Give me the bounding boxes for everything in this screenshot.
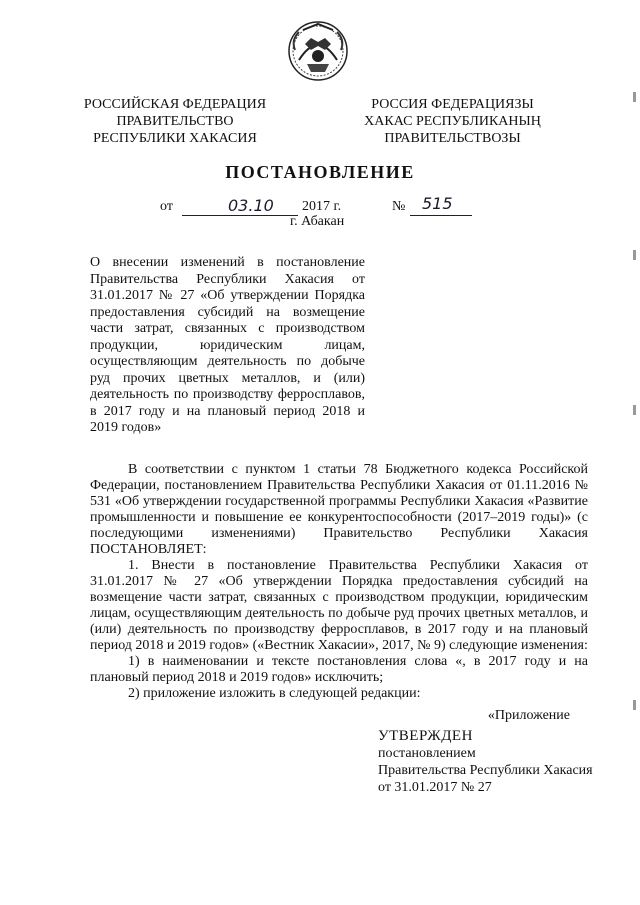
header-left-line-2: ПРАВИТЕЛЬСТВО [116, 114, 234, 129]
date-prefix: от [160, 199, 173, 214]
decree-word: ПОСТАНОВЛЯЕТ: [90, 542, 207, 557]
preamble-paragraph [90, 462, 588, 558]
header-left [70, 96, 280, 147]
number-sign: № [392, 199, 406, 214]
coat-of-arms-emblem [285, 20, 351, 82]
approval-block [378, 728, 593, 796]
document-title: ПОСТАНОВЛЕНИЕ [225, 162, 415, 182]
item-1-paragraph: 1. Внести в постановление Правительства Республики Хакасия от 31.01.2017 № 27 «Об утверждении Порядка предоставления субсидий на возмещение части затрат, связанных с производством продукции, юридическим лицам, осуществляющим деятельность по добыче руд прочих цветных металлов, и (или) деятельность по производству ферросплавов, в 2017 году и на плановый период 2018 и 2019 годов» («Вестник Хакасии», 2017, № 9) следующие изменения: [90, 558, 588, 653]
approval-line-4: от 31.01.2017 № 27 [378, 780, 492, 795]
header-right-line-3: ПРАВИТЕЛЬСТВОЗЫ [384, 131, 521, 146]
scan-edge-mark [633, 700, 636, 710]
header-right [345, 96, 560, 147]
header-right-line-2: ХАКАС РЕСПУБЛИКАНЫҢ [364, 114, 541, 129]
sub-item-2-paragraph: 2) приложение изложить в следующей редакции: [128, 686, 421, 701]
approval-line-2: постановлением [378, 746, 476, 761]
approval-line-1: УТВЕРЖДЕН [378, 728, 473, 744]
header-right-line-1: РОССИЯ ФЕДЕРАЦИЯЗЫ [371, 97, 534, 112]
subject-block: О внесении изменений в постановление Правительства Республики Хакасия от 31.01.2017 № 27 «Об утверждении Порядка предоставления субсидий на возмещение части затрат, связанных с производством продукции, юридическим лицам, осуществляющим деятельность по добыче руд прочих цветных металлов, и (или) деятельность по производству ферросплавов, в 2017 году и на плановый период 2018 и 2019 годов» [90, 255, 365, 435]
sub-item-1-paragraph: 1) в наименовании и тексте постановления слова «, в 2017 году и на плановый период 2018 и 2019 годов» исключить; [90, 654, 588, 685]
appendix-label: «Приложение [487, 708, 570, 723]
year-text: 2017 г. [302, 199, 342, 214]
scan-edge-mark [633, 92, 636, 102]
scan-edge-mark [633, 405, 636, 415]
number-handwritten: 515 [422, 194, 453, 213]
date-underline [182, 215, 298, 216]
preamble-text: В соответствии с пунктом 1 статьи 78 Бюджетного кодекса Российской Федерации, постановлением Правительства Республики Хакасия от 01.11.2016 № 531 «Об утверждении государственной программы Республики Хакасия «Развитие промышленности и повышение ее конкурентоспособности (2017–2019 годы)» (с последующими изменениями) Правительство Республики Хакасия [90, 462, 588, 541]
header-left-line-3: РЕСПУБЛИКИ ХАКАСИЯ [93, 131, 257, 146]
scan-edge-mark [633, 250, 636, 260]
date-handwritten: 03.10 [228, 196, 274, 215]
number-underline [410, 215, 472, 216]
city-name: г. Абакан [290, 214, 345, 229]
body-text [90, 462, 588, 702]
approval-line-3: Правительства Республики Хакасия [378, 763, 593, 778]
header-left-line-1: РОССИЙСКАЯ ФЕДЕРАЦИЯ [83, 97, 267, 112]
